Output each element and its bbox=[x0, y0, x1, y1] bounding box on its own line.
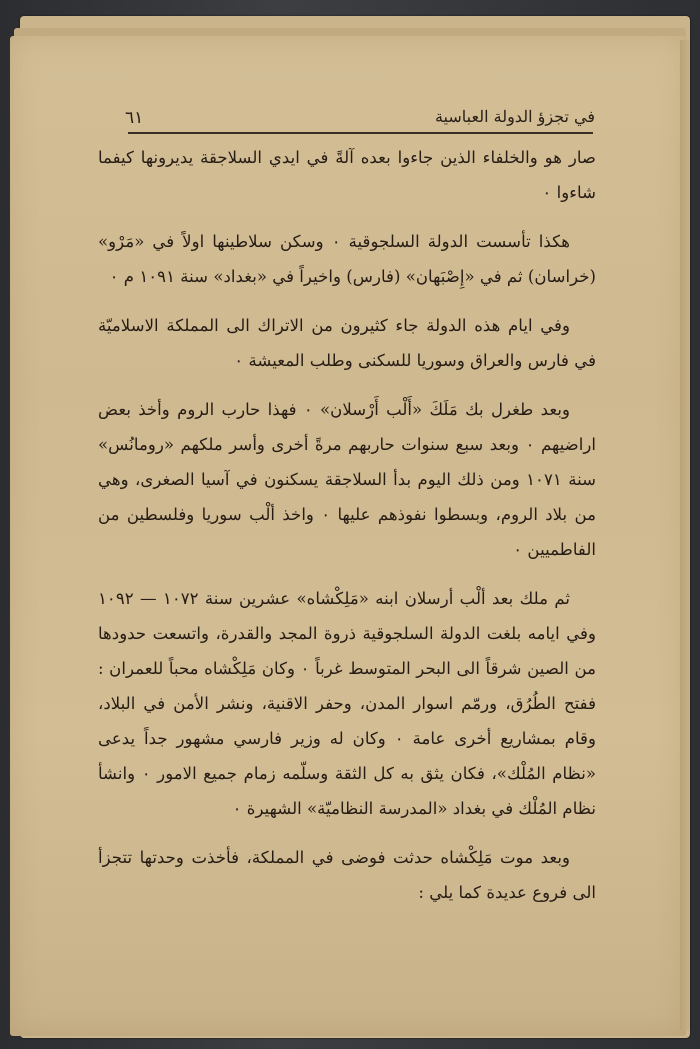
page-edge bbox=[680, 40, 690, 1030]
page-number: ٦١ bbox=[125, 108, 144, 128]
paragraph-6: وبعد موت مَلِكْشاه حدثت فوضى في المملكة، فأخذت وحدتها تتجزأ الى فروع عديدة كما يلي : bbox=[98, 848, 596, 902]
paragraph-2: هكذا تأسست الدولة السلجوقية ٠ وسكن سلاطينها اولاً في «مَرْو» (خراسان) ثم في «إِصْبَهان» (فارس) واخيراً في «بغداد» سنة ١٠٩١ م ٠ bbox=[98, 232, 596, 286]
header-rule bbox=[128, 132, 593, 134]
paragraph-5: ثم ملك بعد ألْب أرسلان ابنه «مَلِكْشاه» عشرين سنة ١٠٧٢ — ١٠٩٢ وفي ايامه بلغت الدولة السلجوقية ذروة المجد والقدرة، واتسعت حدودها من الصين شرقاً الى البحر المتوسط غرباً ٠ وكان مَلِكْشاه محباً للعمران : ففتح الطُرُق، ورمّم اسوار المدن، وحفر الاقنية، ونشر الأمن في البلاد، وقام بمشاريع أخرى عامة ٠ وكان له وزير فارسي مشهور جداً يدعى «نظام المُلْك»، فكان يثق به كل الثقة وسلّمه زمام جميع الامور ٠ وانشأ نظام المُلْك في بغداد «المدرسة النظاميّة» الشهيرة ٠ bbox=[98, 589, 596, 818]
running-title: في تجزؤ الدولة العباسية bbox=[434, 107, 595, 126]
paragraph-1: صار هو والخلفاء الذين جاءوا بعده آلةً في ايدي السلاجقة يديرونها كيفما شاءوا ٠ bbox=[98, 148, 596, 202]
paragraph-4: وبعد طغرل بك مَلَكَ «أَلْب أَرْسلان» ٠ فهذا حارب الروم وأخذ بعض اراضيهم ٠ وبعد سبع سنوات حاربهم مرةً أخرى وأسر ملكهم «رومانُس» سنة ١٠٧١ ومن ذلك اليوم بدأ السلاجقة يسكنون في آسيا الصغرى، وهي من بلاد الروم، وبسطوا نفوذهم عليها ٠ واخذ ألْب سوريا وفلسطين من الفاطميين ٠ bbox=[98, 400, 596, 559]
paragraph-3: وفي ايام هذه الدولة جاء كثيرون من الاتراك الى المملكة الاسلاميّة في فارس والعراق وسوريا للسكنى وطلب المعيشة ٠ bbox=[98, 316, 596, 370]
page-header bbox=[125, 106, 595, 132]
body-text bbox=[98, 140, 596, 910]
